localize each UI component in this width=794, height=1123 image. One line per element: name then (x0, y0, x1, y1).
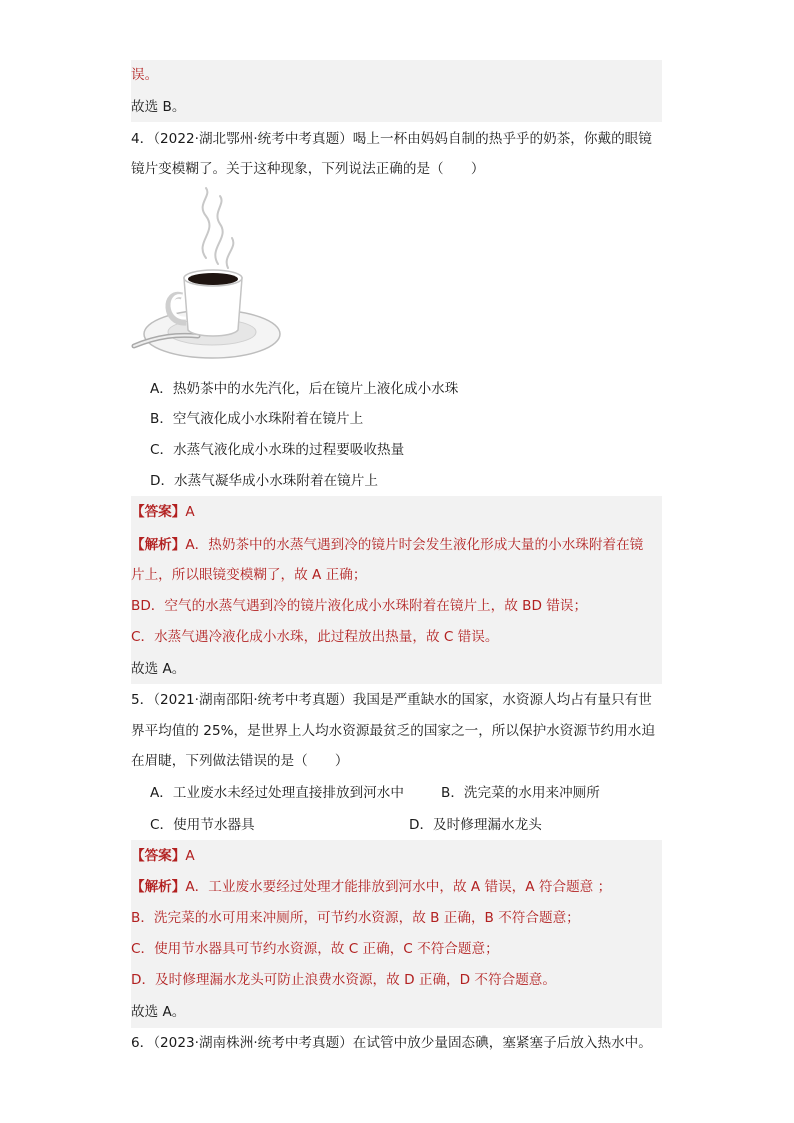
q5-stem-line-1: 5．（2021·湖南邵阳·统考中考真题）我国是严重缺水的国家，水资源人均占有量只有世 (131, 692, 652, 708)
q5-option-a: A．工业废水未经过处理直接排放到河水中 (150, 785, 404, 801)
q4-stem-line-1: 4．（2022·湖北鄂州·统考中考真题）喝上一杯由妈妈自制的热乎乎的奶茶，你戴的眼镜 (131, 131, 652, 147)
q4-analysis-line-2: 片上，所以眼镜变模糊了，故 A 正确； (131, 567, 367, 583)
q5-conclusion: 故选 A。 (131, 1004, 186, 1020)
q5-option-c: C．使用节水器具 (150, 817, 255, 833)
q4-answer-value: A (185, 504, 195, 520)
q4-analysis-line-4: C．水蒸气遇冷液化成小水珠，此过程放出热量，故 C 错误。 (131, 629, 499, 645)
prev-conclusion: 故选 B。 (131, 99, 186, 115)
q5-option-b: B．洗完菜的水用来冲厕所 (441, 785, 600, 801)
q6-stem-line-1: 6．（2023·湖南株洲·统考中考真题）在试管中放少量固态碘，塞紧塞子后放入热水中。 (131, 1035, 652, 1051)
q4-option-b: B．空气液化成小水珠附着在镜片上 (150, 411, 364, 427)
steam-icon (203, 188, 234, 268)
q4-answer-label: 【答案】 (131, 504, 186, 520)
q5-analysis-line-2: B．洗完菜的水可用来冲厕所，可节约水资源，故 B 正确，B 不符合题意； (131, 910, 580, 926)
q5-answer-value: A (185, 848, 195, 864)
q5-answer-label: 【答案】 (131, 848, 186, 864)
q4-conclusion: 故选 A。 (131, 661, 186, 677)
coffee-cup-illustration (128, 186, 284, 368)
q4-stem-line-2: 镜片变模糊了。关于这种现象，下列说法正确的是（ ） (131, 161, 485, 177)
q4-analysis-label: 【解析】 (131, 537, 186, 553)
prev-analysis-tail: 误。 (131, 67, 159, 83)
q4-analysis-line-1: 【解析】A．热奶茶中的水蒸气遇到冷的镜片时会发生液化形成大量的小水珠附着在镜 (131, 537, 644, 553)
q5-stem-line-3: 在眉睫，下列做法错误的是（ ） (131, 753, 349, 769)
q5-solution-block (131, 840, 662, 1028)
q5-analysis-line-3: C．使用节水器具可节约水资源，故 C 正确，C 不符合题意； (131, 941, 499, 957)
coffee-surface-icon (188, 273, 238, 285)
q4-option-d: D．水蒸气凝华成小水珠附着在镜片上 (150, 473, 378, 489)
q5-option-d: D．及时修理漏水龙头 (409, 817, 542, 833)
q4-option-c: C．水蒸气液化成小水珠的过程要吸收热量 (150, 442, 405, 458)
q5-analysis-label: 【解析】 (131, 879, 186, 895)
q5-analysis-line-1: 【解析】A．工业废水要经过处理才能排放到河水中，故 A 错误，A 符合题意 ； (131, 879, 612, 895)
q5-analysis-line-4: D．及时修理漏水龙头可防止浪费水资源，故 D 正确，D 不符合题意。 (131, 972, 556, 988)
q5-answer (131, 845, 662, 867)
q5-stem-line-2: 界平均值的 25%，是世界上人均水资源最贫乏的国家之一，所以保护水资源节约用水迫 (131, 723, 655, 739)
q4-analysis-line-3: BD．空气的水蒸气遇到冷的镜片液化成小水珠附着在镜片上，故 BD 错误； (131, 598, 588, 614)
q4-answer (131, 501, 662, 523)
q4-option-a: A．热奶茶中的水先汽化，后在镜片上液化成小水珠 (150, 381, 459, 397)
q4-solution-block (131, 496, 662, 684)
